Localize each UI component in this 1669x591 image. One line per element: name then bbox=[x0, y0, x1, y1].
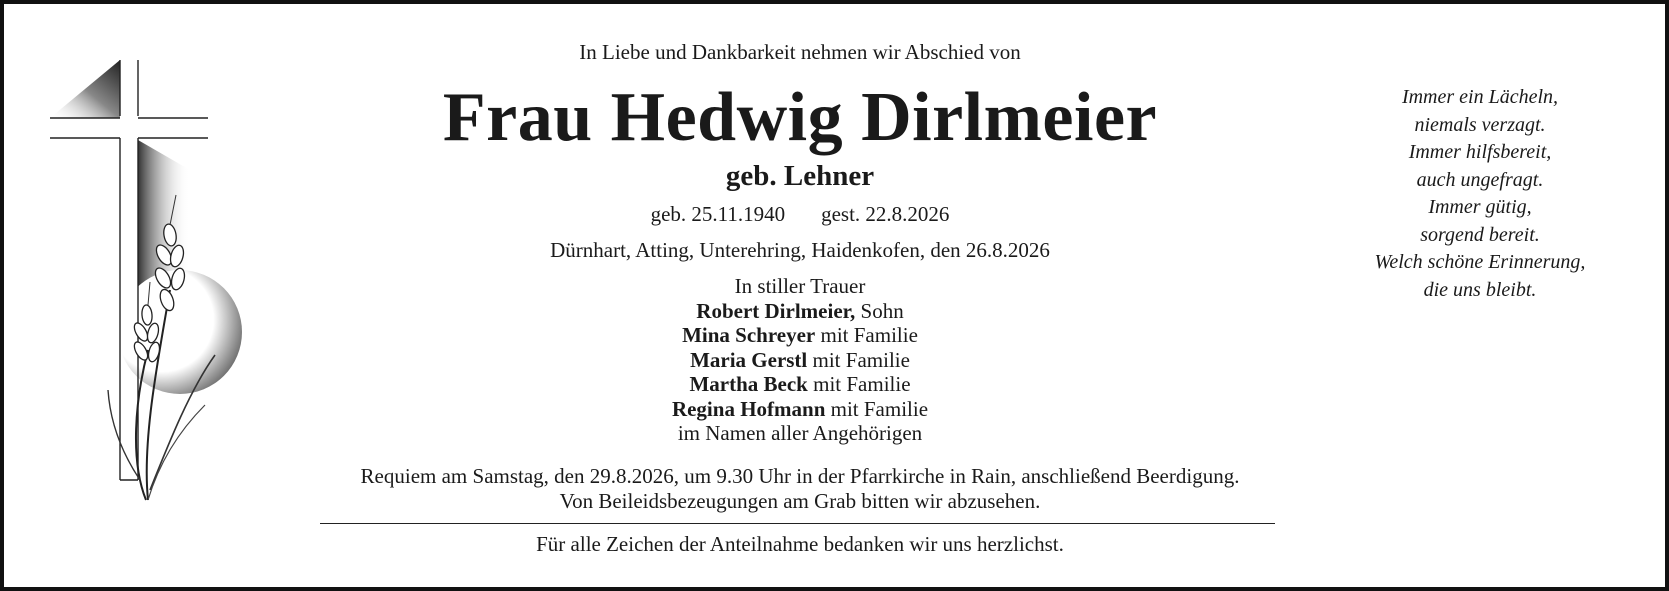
condolence-note: Von Beileidsbezeugungen am Grab bitten wir abzusehen. bbox=[559, 489, 1041, 513]
mourner-row bbox=[300, 372, 1300, 397]
location-date: Dürnhart, Atting, Unterehring, Haidenkofen, den 26.8.2026 bbox=[550, 238, 1050, 262]
death-date: gest. 22.8.2026 bbox=[821, 202, 950, 226]
poem-line: Welch schöne Erinnerung, bbox=[1374, 251, 1586, 273]
memorial-poem bbox=[1330, 84, 1630, 304]
cross-with-wheat-icon bbox=[30, 60, 270, 520]
thanks-line: Für alle Zeichen der Anteilnahme bedanken wir uns herzlichst. bbox=[536, 532, 1064, 556]
mourner-row bbox=[300, 323, 1300, 348]
mourner-name: Regina Hofmann bbox=[671, 396, 826, 421]
mourner-name: Martha Beck bbox=[689, 372, 808, 396]
poem-line: auch ungefragt. bbox=[1416, 168, 1544, 191]
mourner-relation: mit Familie bbox=[807, 347, 910, 372]
mourner-name: Robert Dirlmeier, bbox=[696, 298, 856, 323]
life-dates bbox=[300, 202, 1300, 227]
mourner-name: Maria Gerstl bbox=[690, 347, 808, 372]
mourner-row bbox=[300, 299, 1300, 324]
poem-line: sorgend bereit. bbox=[1420, 223, 1540, 246]
mourners-closing: im Namen aller Angehörigen bbox=[677, 421, 923, 445]
mourner-relation: mit Familie bbox=[807, 372, 911, 396]
poem-line: die uns bleibt. bbox=[1423, 278, 1537, 301]
mourner-name: Mina Schreyer bbox=[682, 323, 816, 347]
poem-line: niemals verzagt. bbox=[1414, 113, 1546, 136]
mourner-relation: mit Familie bbox=[815, 323, 918, 347]
maiden-name: geb. Lehner bbox=[725, 160, 875, 192]
mourner-row bbox=[300, 348, 1300, 373]
mourners-intro: In stiller Trauer bbox=[734, 274, 866, 298]
poem-line: Immer hilfsbereit, bbox=[1408, 141, 1552, 163]
intro-line: In Liebe und Dankbarkeit nehmen wir Abschied von bbox=[579, 40, 1021, 64]
requiem-line: Requiem am Samstag, den 29.8.2026, um 9.30 Uhr in der Pfarrkirche in Rain, anschließend Beerdigung. bbox=[360, 464, 1240, 488]
deceased-name: Frau Hedwig Dirlmeier bbox=[442, 79, 1158, 156]
poem-line: Immer gütig, bbox=[1428, 196, 1532, 218]
mourner-relation: Sohn bbox=[855, 298, 904, 323]
mourner-row bbox=[300, 397, 1300, 422]
divider bbox=[320, 523, 1275, 524]
birth-date: geb. 25.11.1940 bbox=[650, 202, 786, 226]
poem-line: Immer ein Lächeln, bbox=[1401, 86, 1559, 108]
mourners-block bbox=[300, 274, 1300, 446]
mourner-relation: mit Familie bbox=[825, 396, 929, 421]
requiem-notice bbox=[300, 464, 1300, 514]
